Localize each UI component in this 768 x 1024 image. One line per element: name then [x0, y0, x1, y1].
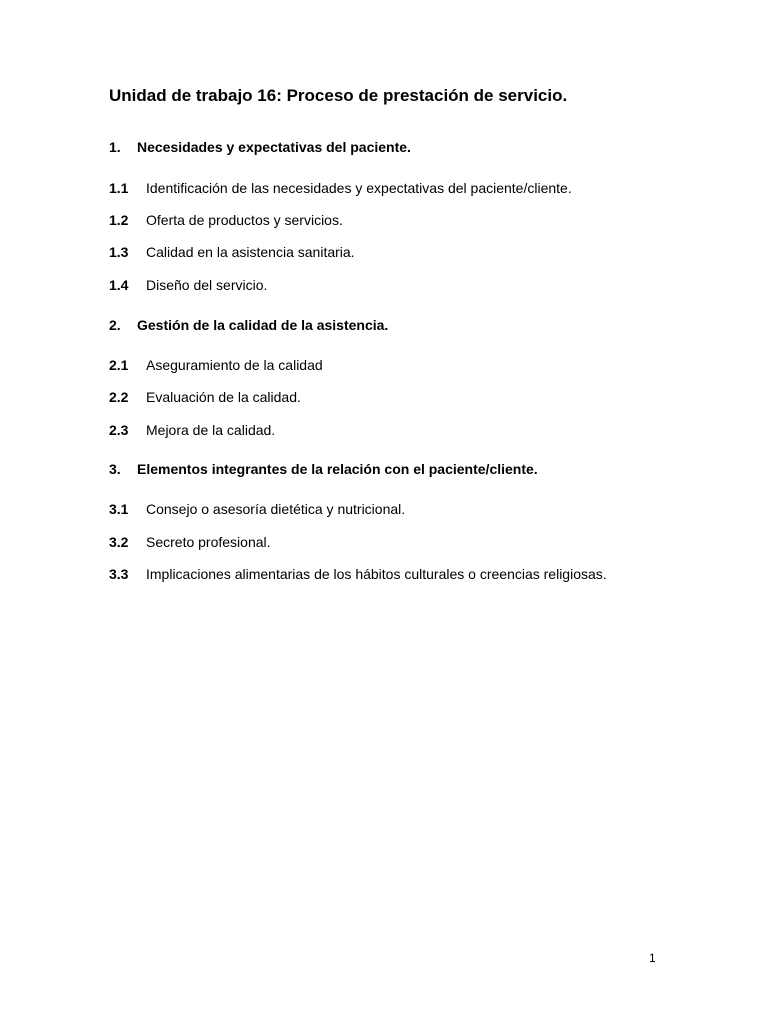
item-number: 1.1 [109, 180, 129, 196]
section-heading-2 [109, 317, 388, 333]
item-text: Identificación de las necesidades y expectativas del paciente/cliente. [146, 180, 572, 196]
section-heading-text: Necesidades y expectativas del paciente. [137, 139, 411, 155]
list-item-3-2 [109, 534, 271, 550]
item-number: 1.4 [109, 277, 129, 293]
item-text: Evaluación de la calidad. [146, 389, 301, 405]
item-text: Diseño del servicio. [146, 277, 268, 293]
list-item-1-1 [109, 180, 572, 196]
item-number: 1.3 [109, 244, 129, 260]
item-text: Calidad en la asistencia sanitaria. [146, 244, 355, 260]
item-number: 2.2 [109, 389, 129, 405]
section-number: 1. [109, 139, 121, 155]
item-text: Implicaciones alimentarias de los hábitos culturales o creencias religiosas. [146, 566, 607, 582]
list-item-3-3 [109, 566, 607, 582]
list-item-2-1 [109, 357, 323, 373]
item-number: 3.3 [109, 566, 129, 582]
list-item-1-4 [109, 277, 267, 293]
item-text: Consejo o asesoría dietética y nutricional. [146, 501, 406, 517]
list-item-2-2 [109, 389, 301, 405]
section-number: 2. [109, 317, 121, 333]
item-text: Oferta de productos y servicios. [146, 212, 343, 228]
item-text: Aseguramiento de la calidad [146, 357, 323, 373]
item-text: Secreto profesional. [146, 534, 271, 550]
section-heading-text: Elementos integrantes de la relación con el paciente/cliente. [137, 461, 538, 477]
list-item-3-1 [109, 501, 405, 517]
section-number: 3. [109, 461, 121, 477]
item-number: 3.1 [109, 501, 129, 517]
list-item-1-2 [109, 212, 343, 228]
section-heading-1 [109, 139, 411, 155]
page-number: 1 [649, 951, 656, 965]
item-number: 1.2 [109, 212, 129, 228]
list-item-1-3 [109, 244, 355, 260]
document-title: Unidad de trabajo 16: Proceso de prestación de servicio. [109, 86, 568, 105]
section-heading-text: Gestión de la calidad de la asistencia. [137, 317, 389, 333]
item-number: 2.3 [109, 422, 129, 438]
item-number: 3.2 [109, 534, 129, 550]
item-number: 2.1 [109, 357, 129, 373]
list-item-2-3 [109, 422, 275, 438]
item-text: Mejora de la calidad. [146, 422, 276, 438]
section-heading-3 [109, 461, 538, 477]
